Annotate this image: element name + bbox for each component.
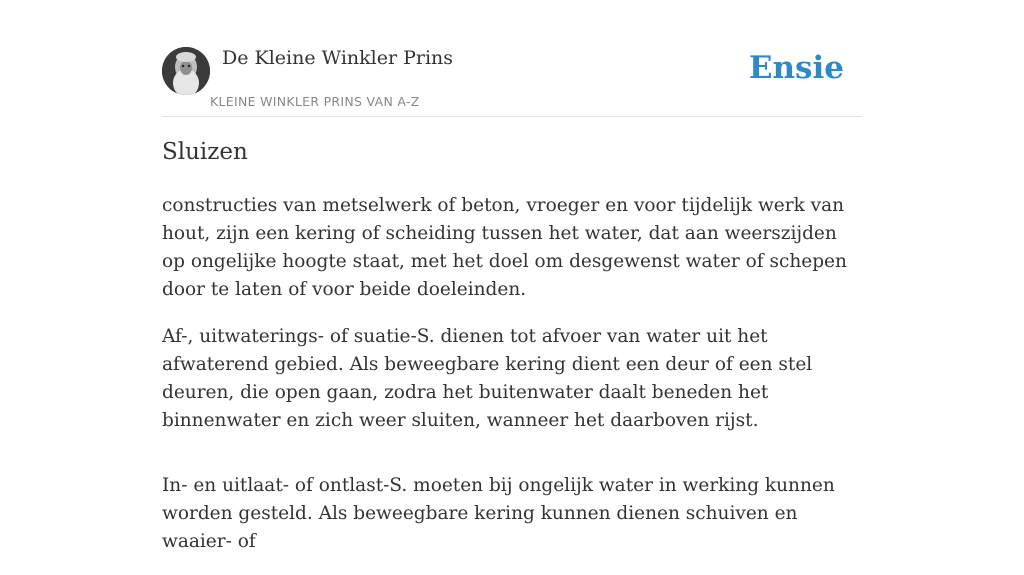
source-label[interactable]: KLEINE WINKLER PRINS VAN A-Z [210,94,420,109]
article-title: Sluizen [162,139,248,165]
ensie-logo[interactable]: Ensie [748,50,844,86]
author-avatar[interactable] [162,47,210,95]
article-paragraph: constructies van metselwerk of beton, vroeger en voor tijdelijk werk van hout, zijn een kering of scheiding tussen het water, dat aan weerszijden op ongelijke hoogte staat, met het doel om desgewenst water of schepen door te laten of voor beide doeleinden. [162,195,847,300]
article-body [162,192,862,575]
article-paragraph: In- en uitlaat- of ontlast-S. moeten bij ongelijk water in werking kunnen worden gesteld. Als beweegbare kering kunnen dienen schuiven en waaier- of [162,475,835,552]
article-paragraph: Af-, uitwaterings- of suatie-S. dienen tot afvoer van water uit het afwaterend gebied. Als beweegbare kering dient een deur of een stel deuren, die open gaan, zodra het buitenwater daalt beneden het binnenwater en zich weer sluiten, wanneer het daarboven rijst. [162,326,813,431]
author-name[interactable]: De Kleine Winkler Prins [222,47,454,69]
site-header [162,44,862,117]
